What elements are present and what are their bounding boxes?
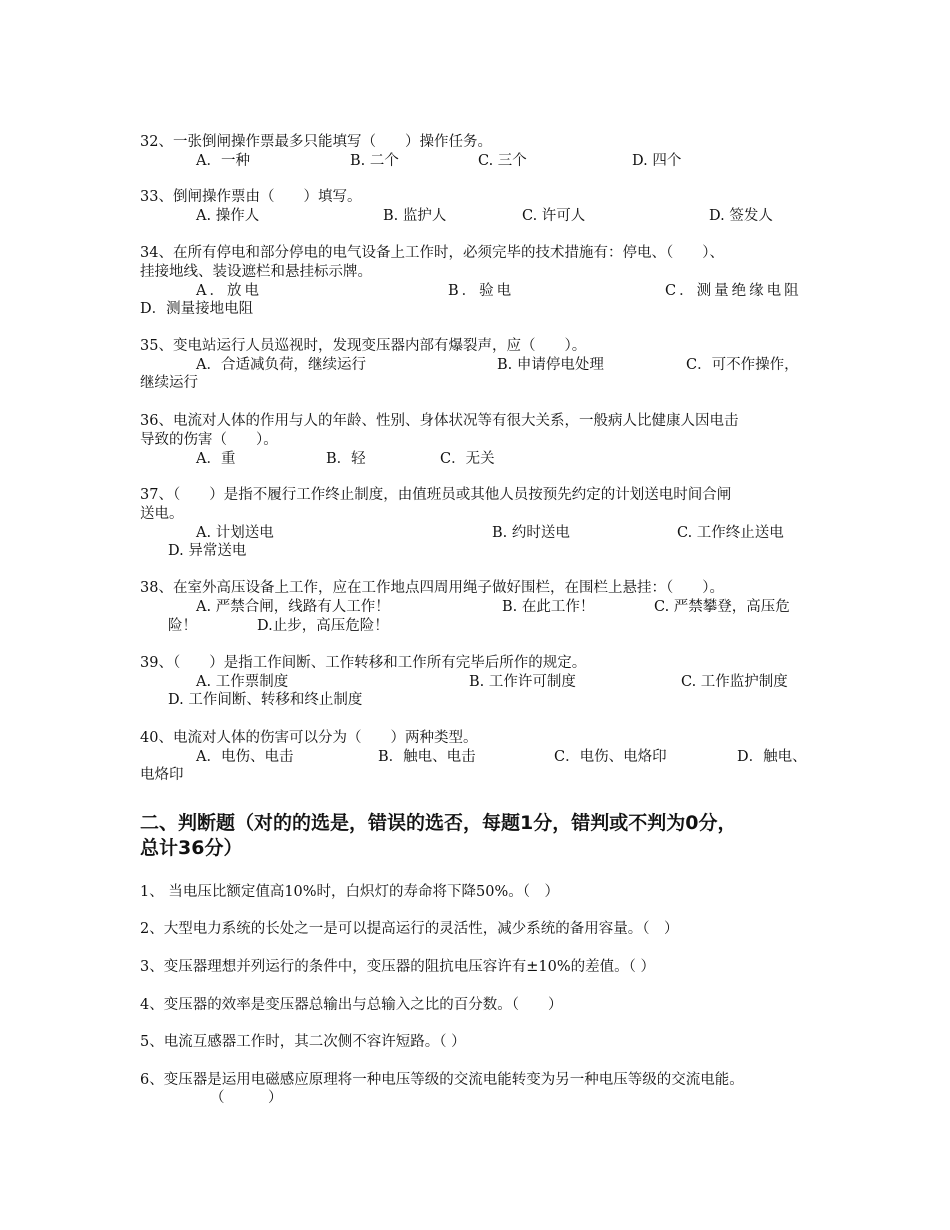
question-text: 36、电流对人体的作用与人的年龄、性别、身体状况等有很大关系，一般病人比健康人因电击 (140, 413, 739, 429)
option-b: B．触电、电击 (378, 749, 476, 765)
option-c: C．无关 (440, 451, 495, 467)
option-a: A. 严禁合闸，线路有人工作！ (196, 599, 390, 615)
section-heading-line2: 总计36分） (140, 837, 243, 859)
option-b: B. 申请停电处理 (497, 357, 604, 373)
option-b: B．验电 (448, 283, 515, 299)
option-c: C. 许可人 (522, 208, 586, 224)
option-c: C. 三个 (478, 153, 527, 169)
option-d: D.止步，高压危险！ (257, 618, 389, 634)
option-a: A．一种 (196, 153, 250, 169)
tf-item-6: 6、变压器是运用电磁感应原理将一种电压等级的交流电能转变为另一种电压等级的交流电能。 (140, 1072, 744, 1088)
option-d: D. 异常送电 (168, 543, 247, 559)
option-b: B. 二个 (350, 153, 399, 169)
option-d-cont: 电烙印 (140, 767, 184, 783)
question-text-cont: 挂接地线、装设遮栏和悬挂标示牌。 (140, 264, 372, 280)
option-b: B. 监护人 (383, 208, 447, 224)
tf-item-6-blank: （ ） (210, 1090, 283, 1106)
question-text: 33、倒闸操作票由（ ）填写。 (140, 189, 362, 205)
question-text: 35、变电站运行人员巡视时，发现变压器内部有爆裂声，应（ ）。 (140, 338, 587, 354)
question-text: 37、（ ）是指不履行工作终止制度，由值班员或其他人员按预先约定的计划送电时间合闸 (140, 487, 732, 503)
option-d: D. 四个 (632, 153, 682, 169)
tf-item-2: 2、大型电力系统的长处之一是可以提高运行的灵活性，减少系统的备用容量。（ ） (140, 921, 679, 937)
question-text: 40、电流对人体的伤害可以分为（ ）两种类型。 (140, 730, 478, 746)
option-c-cont: 继续运行 (140, 375, 198, 391)
option-b: B. 在此工作！ (502, 599, 595, 615)
option-c: C．测量绝缘电阻 (665, 283, 802, 299)
question-text-cont: 导致的伤害（ ）。 (140, 432, 278, 448)
question-text: 32、一张倒闸操作票最多只能填写（ ）操作任务。 (140, 134, 492, 150)
option-a: A．电伤、电击 (196, 749, 294, 765)
option-c: C. 严禁攀登，高压危 (654, 599, 790, 615)
tf-item-3: 3、变压器理想并列运行的条件中，变压器的阻抗电压容许有±10%的差值。（ ） (140, 959, 655, 975)
option-d: D．测量接地电阻 (140, 301, 254, 317)
option-b: B．轻 (326, 451, 366, 467)
option-c: C. 工作终止送电 (677, 525, 784, 541)
tf-item-1: 1、 当电压比额定值高10%时，白炽灯的寿命将下降50%。（ ） (140, 884, 560, 900)
question-text-cont: 送电。 (140, 506, 184, 522)
option-d: D．触电、 (737, 749, 807, 765)
question-text: 39、（ ）是指工作间断、工作转移和工作所有完毕后所作的规定。 (140, 655, 587, 671)
option-a: A．重 (196, 451, 236, 467)
option-c: C．电伤、电烙印 (554, 749, 667, 765)
option-d: D. 签发人 (709, 208, 773, 224)
question-text: 38、在室外高压设备上工作，应在工作地点四周用绳子做好围栏，在围栏上悬挂：（ ）。 (140, 580, 724, 596)
option-a: A．合适减负荷，继续运行 (196, 357, 366, 373)
option-c-cont: 险！ (168, 618, 197, 634)
option-c: C．可不作操作， (686, 357, 799, 373)
tf-item-5: 5、电流互感器工作时，其二次侧不容许短路。（ ） (140, 1034, 466, 1050)
option-d: D. 工作间断、转移和终止制度 (168, 692, 363, 708)
option-a: A．放电 (196, 283, 262, 299)
option-a: A. 操作人 (196, 208, 260, 224)
option-a: A. 计划送电 (196, 525, 274, 541)
option-b: B. 约时送电 (492, 525, 570, 541)
tf-item-4: 4、变压器的效率是变压器总输出与总输入之比的百分数。（ ） (140, 997, 563, 1013)
option-b: B. 工作许可制度 (469, 674, 576, 690)
section-heading-line1: 二、判断题（对的的选是，错误的选否，每题1分，错判或不判为0分， (140, 812, 737, 834)
option-c: C. 工作监护制度 (681, 674, 788, 690)
option-a: A. 工作票制度 (196, 674, 289, 690)
question-text: 34、在所有停电和部分停电的电气设备上工作时，必须完毕的技术措施有：停电、（ ）、 (140, 245, 724, 261)
